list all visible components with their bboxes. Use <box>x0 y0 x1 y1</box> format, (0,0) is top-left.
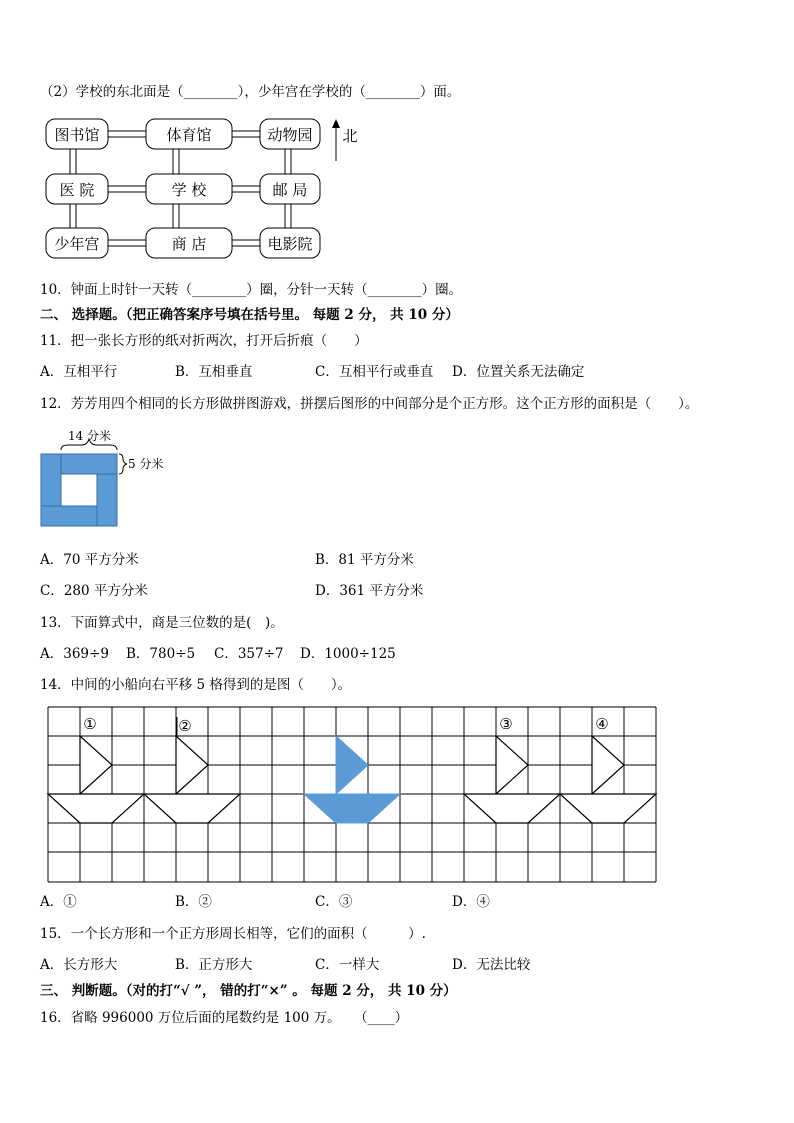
q14-option-b: B．② <box>175 894 212 910</box>
q14-label-1: ① <box>83 715 97 733</box>
map-hospital: 医 院 <box>59 181 95 199</box>
q12-option-d: D．361 平方分米 <box>315 583 424 599</box>
q12-option-c: C．280 平方分米 <box>40 583 148 599</box>
q15-option-b: B．正方形大 <box>175 957 253 973</box>
q9-2-text: （2）学校的东北面是（________），少年宫在学校的（________）面。 <box>40 84 461 100</box>
q12-bottom-rectangle <box>41 506 97 526</box>
q13-stem: 13．下面算式中，商是三位数的是( )。 <box>40 615 284 631</box>
q12-right-rectangle <box>97 474 117 526</box>
q14-label-3: ③ <box>499 715 513 733</box>
q11-stem: 11．把一张长方形的纸对折两次，打开后折痕（ ） <box>40 333 368 349</box>
q11-option-d: D．位置关系无法确定 <box>452 364 585 380</box>
q12-square-figure <box>38 428 188 528</box>
q12-center-square <box>61 474 97 506</box>
map-youth-palace: 少年宫 <box>54 235 100 253</box>
map-gym: 体育馆 <box>166 126 212 144</box>
q15-option-d: D．无法比较 <box>452 957 531 973</box>
q14-label-2: ② <box>178 717 192 735</box>
q15-option-c: C．一样大 <box>315 957 380 973</box>
map-cinema: 电影院 <box>267 235 313 253</box>
q10-text: 10．钟面上时针一天转（________）圈，分针一天转（________）圈。 <box>40 282 463 298</box>
q11-option-c: C．互相平行或垂直 <box>315 364 434 380</box>
map-library: 图书馆 <box>54 126 100 144</box>
map-school: 学 校 <box>171 181 207 199</box>
section2-heading: 二、 选择题。（把正确答案序号填在括号里。 每题 2 分， 共 10 分） <box>40 307 459 323</box>
q14-stem: 14．中间的小船向右平移 5 格得到的是图（ ）。 <box>40 677 352 693</box>
q14-option-c: C．③ <box>315 894 353 910</box>
q12-label-5dm: 5 分米 <box>128 457 164 471</box>
q12-option-b: B．81 平方分米 <box>315 552 414 568</box>
q15-option-a: A．长方形大 <box>40 957 118 973</box>
q14-middle-boat-hull <box>304 794 400 823</box>
q14-middle-boat-sail <box>336 736 368 794</box>
north-label: 北 <box>342 127 358 145</box>
map-zoo: 动物园 <box>267 126 313 144</box>
q13-option-b: B．780÷5 <box>126 646 196 662</box>
q11-option-a: A．互相平行 <box>40 364 118 380</box>
q12-top-rectangle <box>61 454 117 474</box>
q13-option-d: D．1000÷125 <box>300 646 396 662</box>
q14-boat-grid <box>45 705 659 885</box>
q12-label-14dm: 14 分米 <box>68 429 112 443</box>
map-shop: 商 店 <box>171 235 207 253</box>
q13-option-c: C．357÷7 <box>214 646 284 662</box>
q13-option-a: A．369÷9 <box>40 646 109 662</box>
q14-option-d: D．④ <box>452 894 490 910</box>
q12-stem: 12．芳芳用四个相同的长方形做拼图游戏，拼摆后图形的中间部分是个正方形。这个正方形的面积是（ ）。 <box>40 396 699 412</box>
q14-option-a: A．① <box>40 894 77 910</box>
map-post-office: 邮 局 <box>272 181 308 199</box>
q15-stem: 15．一个长方形和一个正方形周长相等，它们的面积（ ）. <box>40 926 426 942</box>
direction-map <box>40 115 400 265</box>
q12-option-a: A．70 平方分米 <box>40 552 139 568</box>
q16-text: 16．省略 996000 万位后面的尾数约是 100 万。 （____） <box>40 1010 409 1026</box>
section3-heading: 三、 判断题。（对的打“√ ”， 错的打“×” 。 每题 2 分， 共 10 分） <box>40 983 457 999</box>
q11-option-b: B．互相垂直 <box>175 364 253 380</box>
q14-label-4: ④ <box>595 715 609 733</box>
